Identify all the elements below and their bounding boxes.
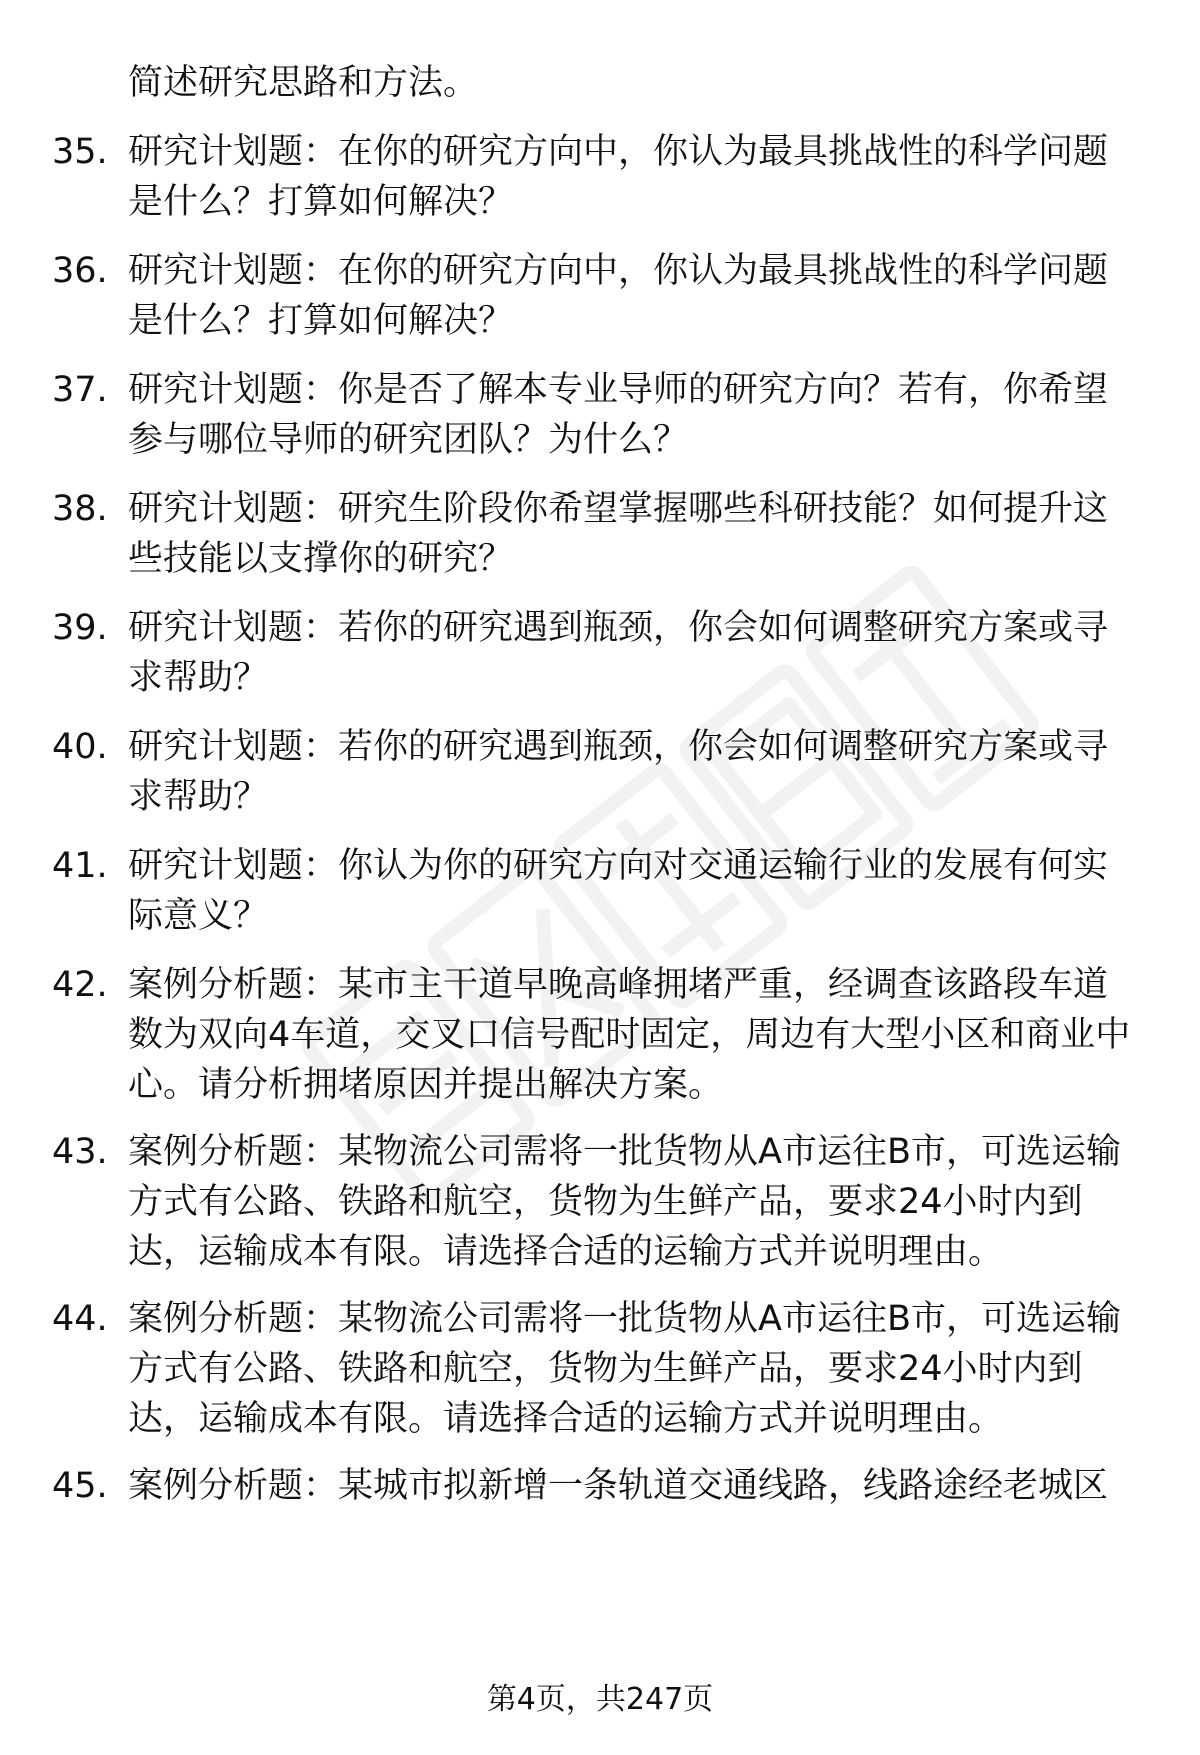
item-number: 36. xyxy=(52,251,108,291)
item-number: 43. xyxy=(52,1132,108,1172)
item-line: 际意义？ xyxy=(128,896,269,936)
item-line: 研究计划题：在你的研究方向中，你认为最具挑战性的科学问题 xyxy=(128,251,1109,291)
item-line: 研究计划题：若你的研究遇到瓶颈，你会如何调整研究方案或寻 xyxy=(128,727,1109,767)
item-text xyxy=(128,127,1108,227)
item-line: 研究计划题：你是否了解本专业导师的研究方向？若有，你希望 xyxy=(128,370,1109,410)
item-line: 案例分析题：某物流公司需将一批货物从A市运往B市，可选运输 xyxy=(128,1299,1121,1339)
item-text xyxy=(128,960,1130,1110)
item-line: 案例分析题：某市主干道早晚高峰拥堵严重，经调查该路段车道 xyxy=(128,965,1109,1005)
page-footer: 第4页，共247页 xyxy=(486,1682,714,1717)
item-text xyxy=(128,722,1108,822)
item-line: 研究计划题：你认为你的研究方向对交通运输行业的发展有何实 xyxy=(128,846,1109,886)
item-line: 是什么？打算如何解决？ xyxy=(128,301,514,341)
item-number: 40. xyxy=(52,727,108,767)
item-line: 达，运输成本有限。请选择合适的运输方式并说明理由。 xyxy=(128,1232,1004,1272)
item-text xyxy=(128,484,1108,584)
item-line: 求帮助？ xyxy=(128,658,269,698)
item-number: 38. xyxy=(52,489,108,529)
item-line: 方式有公路、铁路和航空，货物为生鲜产品，要求24小时内到 xyxy=(128,1349,1083,1389)
item-text xyxy=(128,246,1108,346)
item-number: 35. xyxy=(52,132,108,172)
item-number: 44. xyxy=(52,1299,108,1339)
item-text xyxy=(128,1294,1121,1444)
item-text xyxy=(128,1127,1121,1277)
item-line: 些技能以支撑你的研究？ xyxy=(128,539,514,579)
item-line: 求帮助？ xyxy=(128,777,269,817)
item-number: 39. xyxy=(52,608,108,648)
continuation-text: 简述研究思路和方法。 xyxy=(128,63,479,103)
item-line: 心。请分析拥堵原因并提出解决方案。 xyxy=(128,1065,724,1105)
item-number: 42. xyxy=(52,965,108,1005)
item-line: 方式有公路、铁路和航空，货物为生鲜产品，要求24小时内到 xyxy=(128,1182,1083,1222)
item-text xyxy=(128,1461,1108,1511)
item-line: 研究计划题：在你的研究方向中，你认为最具挑战性的科学问题 xyxy=(128,132,1109,172)
item-number: 41. xyxy=(52,846,108,886)
item-line: 研究计划题：若你的研究遇到瓶颈，你会如何调整研究方案或寻 xyxy=(128,608,1109,648)
item-text xyxy=(128,365,1108,465)
item-number: 45. xyxy=(52,1466,108,1506)
item-number: 37. xyxy=(52,370,108,410)
item-text xyxy=(128,841,1108,941)
item-text xyxy=(128,603,1108,703)
item-line: 参与哪位导师的研究团队？为什么？ xyxy=(128,420,689,460)
item-line: 数为双向4车道，交叉口信号配时固定，周边有大型小区和商业中 xyxy=(128,1015,1131,1055)
item-line: 研究计划题：研究生阶段你希望掌握哪些科研技能？如何提升这 xyxy=(128,489,1109,529)
item-line: 是什么？打算如何解决？ xyxy=(128,182,514,222)
item-line: 案例分析题：某城市拟新增一条轨道交通线路，线路途经老城区 xyxy=(128,1466,1109,1506)
item-line: 达，运输成本有限。请选择合适的运输方式并说明理由。 xyxy=(128,1399,1004,1439)
item-line: 案例分析题：某物流公司需将一批货物从A市运往B市，可选运输 xyxy=(128,1132,1121,1172)
